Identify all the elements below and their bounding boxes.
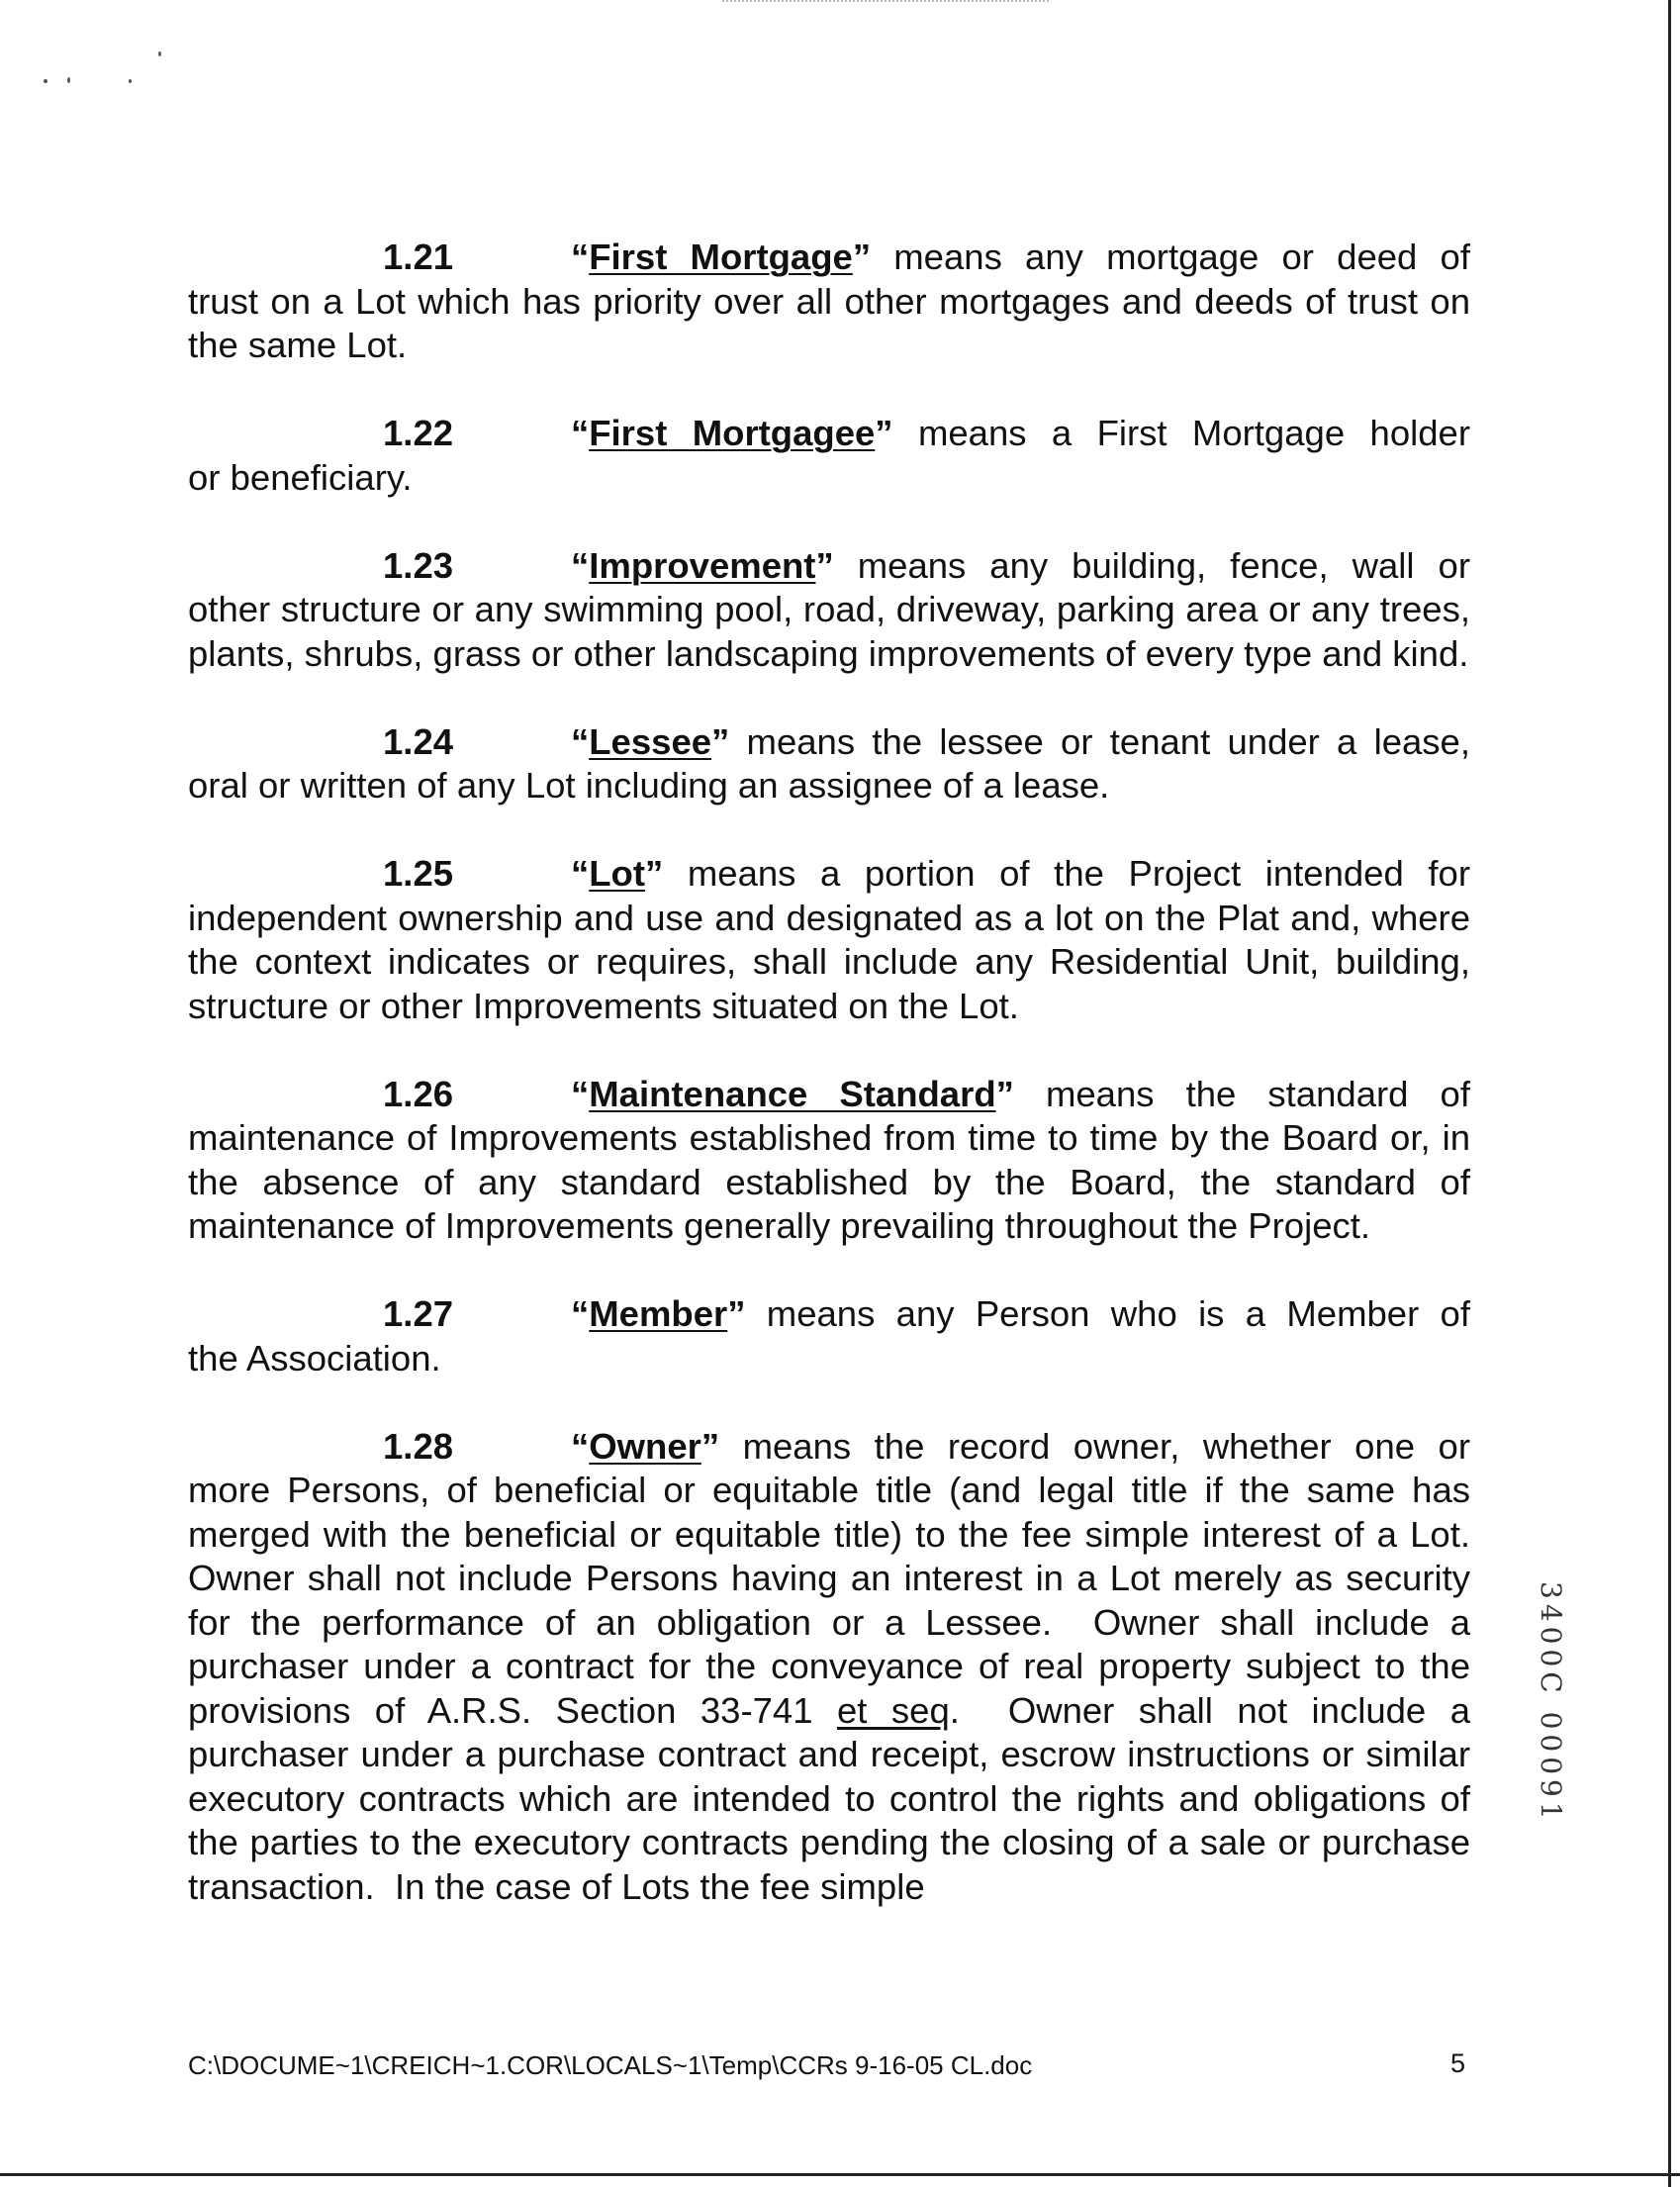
definition-lead-text: means any Person who is a Member of bbox=[766, 1293, 1470, 1334]
definition-paragraph bbox=[188, 412, 1470, 500]
section-number: 1.25 bbox=[383, 853, 454, 894]
definition-body-text bbox=[188, 897, 1481, 1029]
definition-body-text bbox=[188, 456, 1470, 501]
definition-lead-text: means a portion of the Project intended for bbox=[687, 853, 1470, 894]
text-run: more Persons, of beneficial or equitable title (and legal title if the same has merged with the beneficial or equitable title) to the fee simple interest of a Lot. Owner shall not include Persons having an interest in a Lot merely as security for the performance of an obligation or a Lessee. Owner shall include a purchaser under a contract for the conveyance of real property subject to the provisions of A.R.S. Section 33-741 bbox=[188, 1470, 1491, 1731]
definition-heading-line bbox=[188, 1073, 1470, 1117]
definition-body-text bbox=[188, 588, 1481, 676]
underlined-phrase: et seq bbox=[836, 1689, 950, 1731]
section-number: 1.24 bbox=[383, 720, 454, 762]
definition-heading-line bbox=[188, 412, 1470, 456]
defined-term-label: Owner bbox=[589, 1425, 701, 1467]
text-run: independent ownership and use and designated as a lot on the Plat and, where the context indicates or requires, shall include any Residential Unit, building, structure or other Improvements situated on the Lot. bbox=[188, 897, 1481, 1026]
defined-term-label: Maintenance Standard bbox=[589, 1073, 996, 1114]
text-run: other structure or any swimming pool, road, driveway, parking area or any trees, plants, shrubs, grass or other landscaping improvements of every type and kind. bbox=[188, 589, 1481, 674]
defined-term: “First Mortgage” bbox=[571, 237, 872, 277]
defined-term-label: Member bbox=[589, 1293, 728, 1334]
definition-body-text bbox=[188, 1469, 1491, 1909]
definition-heading-line bbox=[188, 544, 1470, 589]
section-number: 1.28 bbox=[383, 1425, 454, 1467]
section-number: 1.27 bbox=[383, 1293, 454, 1334]
defined-term: “Maintenance Standard” bbox=[571, 1073, 1014, 1114]
text-run: maintenance of Improvements established from time to time by the Board or, in the absence of any standard established by the Board, the standard of maintenance of Improvements generally prevailing throughout the Project. bbox=[188, 1117, 1481, 1246]
bates-stamp: 3400C 00091 bbox=[1535, 1581, 1567, 1825]
section-number: 1.23 bbox=[383, 544, 454, 586]
page-number: 5 bbox=[1450, 2048, 1466, 2078]
definition-paragraph bbox=[188, 236, 1481, 368]
definition-paragraph bbox=[188, 1425, 1491, 1910]
definition-lead-text: means the standard of bbox=[1045, 1073, 1470, 1114]
scan-speck bbox=[129, 79, 132, 83]
definition-heading-line bbox=[188, 720, 1470, 765]
defined-term-label: Improvement bbox=[589, 544, 816, 586]
defined-term: “First Mortgagee” bbox=[571, 413, 893, 453]
definition-paragraph bbox=[188, 544, 1481, 677]
defined-term: “Owner” bbox=[571, 1425, 720, 1467]
definition-body-text bbox=[188, 1337, 1470, 1381]
section-number: 1.22 bbox=[383, 413, 454, 453]
definition-heading-line bbox=[188, 236, 1470, 280]
scan-speck bbox=[44, 79, 47, 83]
text-run: . Owner shall not include a purchaser under a purchase contract and receipt, escrow instructions or similar executory contracts which are intended to control the rights and obligations of the parties to the executory contracts pending the closing of a sale or purchase transaction. In the case of Lots the fee simple bbox=[188, 1689, 1481, 1907]
definitions-section bbox=[188, 236, 1491, 1953]
definition-heading-line bbox=[188, 1425, 1470, 1470]
text-run: oral or written of any Lot including an assignee of a lease. bbox=[188, 765, 1110, 806]
scan-smudge bbox=[722, 0, 1049, 4]
text-run: or beneficiary. bbox=[188, 456, 413, 498]
definition-body-text bbox=[188, 764, 1470, 808]
definition-body-text bbox=[188, 1116, 1481, 1249]
text-run: trust on a Lot which has priority over all other mortgages and deeds of trust on the same Lot. bbox=[188, 280, 1481, 365]
definition-paragraph bbox=[188, 1292, 1470, 1380]
definition-body-text bbox=[188, 280, 1481, 368]
defined-term-label: First Mortgagee bbox=[589, 413, 876, 453]
text-run: the Association. bbox=[188, 1337, 441, 1379]
scan-border-bottom bbox=[0, 2173, 1680, 2176]
definition-lead-text: means the record owner, whether one or bbox=[742, 1425, 1470, 1467]
section-number: 1.26 bbox=[383, 1073, 454, 1114]
defined-term: “Member” bbox=[571, 1293, 746, 1334]
section-number: 1.21 bbox=[383, 237, 454, 277]
definition-heading-line bbox=[188, 852, 1470, 897]
defined-term: “Lot” bbox=[571, 853, 664, 894]
definition-paragraph bbox=[188, 852, 1481, 1028]
definition-lead-text: means any building, fence, wall or bbox=[857, 544, 1470, 586]
defined-term: “Lessee” bbox=[571, 720, 730, 762]
definition-heading-line bbox=[188, 1292, 1470, 1337]
footer-file-path: C:\DOCUME~1\CREICH~1.COR\LOCALS~1\Temp\CCRs 9-16-05 CL.doc bbox=[188, 2050, 1033, 2080]
defined-term-label: Lot bbox=[589, 853, 645, 894]
defined-term-label: First Mortgage bbox=[589, 237, 853, 277]
scan-speck bbox=[158, 51, 161, 56]
defined-term-label: Lessee bbox=[589, 720, 712, 762]
scan-speck bbox=[67, 77, 70, 83]
definition-lead-text: means any mortgage or deed of bbox=[893, 237, 1470, 277]
definition-paragraph bbox=[188, 720, 1470, 808]
definition-paragraph bbox=[188, 1073, 1481, 1249]
scan-border-right bbox=[1668, 0, 1671, 2187]
definition-lead-text: means the lessee or tenant under a lease, bbox=[746, 720, 1470, 762]
defined-term: “Improvement” bbox=[571, 544, 834, 586]
definition-lead-text: means a First Mortgage holder bbox=[917, 413, 1470, 453]
